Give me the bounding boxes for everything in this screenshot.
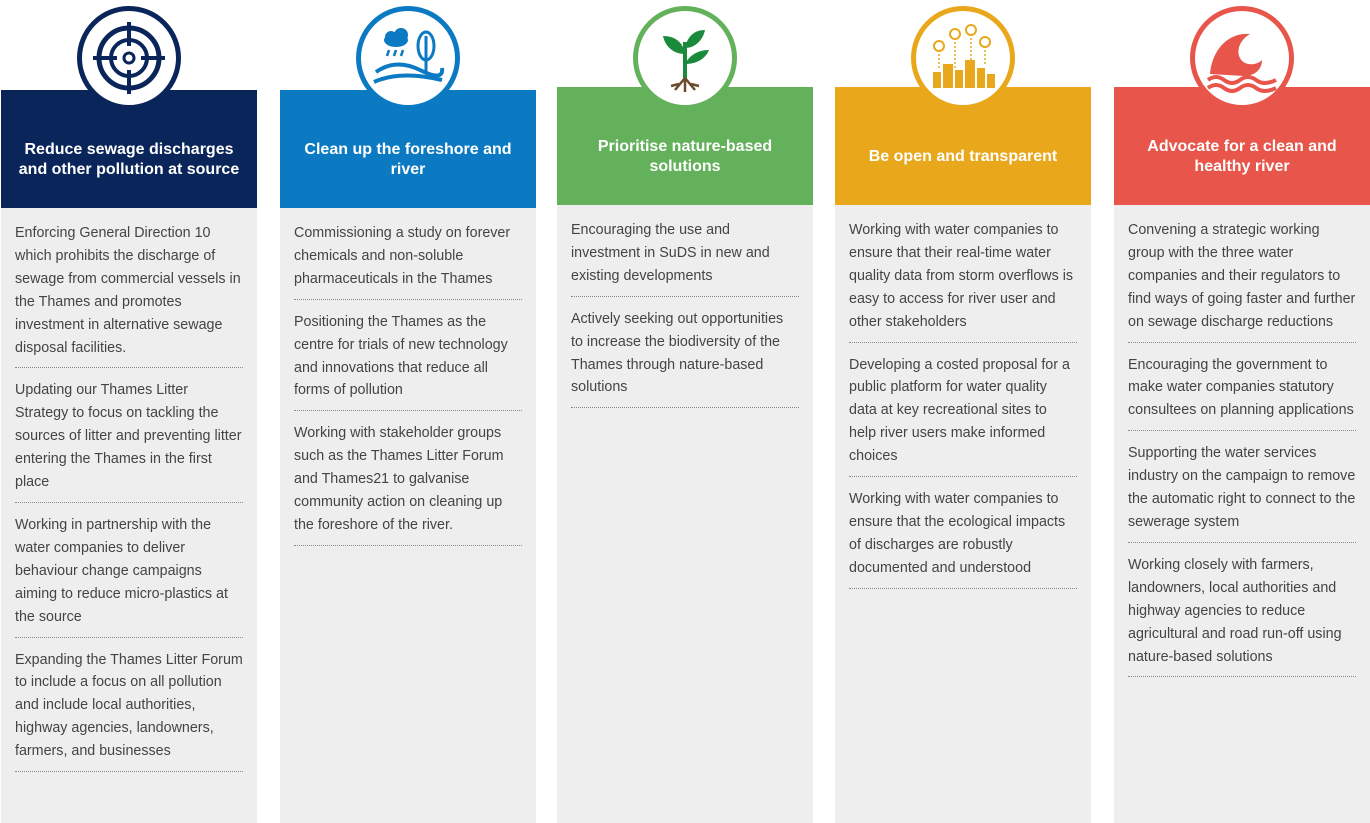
list-item: Expanding the Thames Litter Forum to include a focus on all pollution and include local authorities, highway agencies, landowners, farmers, and businesses (15, 649, 243, 773)
column-title: Reduce sewage discharges and other pollution at source (18, 141, 240, 178)
item-list (849, 219, 1077, 600)
list-item: Working in partnership with the water companies to deliver behaviour change campaigns aiming to reduce micro-plastics at the source (15, 514, 243, 638)
list-item: Commissioning a study on forever chemicals and non-soluble pharmaceuticals in the Thames (294, 222, 522, 300)
column-reduce-sewage (1, 0, 257, 823)
list-item: Working closely with farmers, landowners, local authorities and highway agencies to reduce agricultural and road run-off using nature-based solutions (1128, 554, 1356, 678)
list-item: Convening a strategic working group with the three water companies and their regulators to find ways of going faster and further on sewage discharge reductions (1128, 219, 1356, 343)
rain-cloud-tree-landscape-icon (370, 20, 446, 96)
list-item: Developing a costed proposal for a public platform for water quality data at key recreational sites to help river users make informed choices (849, 354, 1077, 478)
list-item: Working with water companies to ensure that their real-time water quality data from storm overflows is easy to access for river user and other stakeholders (849, 219, 1077, 343)
seedling-plant-icon (647, 20, 723, 96)
list-item: Enforcing General Direction 10 which prohibits the discharge of sewage from commercial vessels in the Thames and promotes investment in alternative sewage disposal facilities. (15, 222, 243, 368)
social-city-icon (925, 20, 1001, 96)
badge (356, 6, 460, 110)
column-title: Prioritise nature-based solutions (597, 138, 773, 175)
wave-icon (1204, 20, 1280, 96)
item-list (1128, 219, 1356, 688)
column-advocate (1114, 0, 1370, 823)
badge (1190, 6, 1294, 110)
list-item: Updating our Thames Litter Strategy to focus on tackling the sources of litter and preventing litter entering the Thames in the first place (15, 379, 243, 503)
column-title: Clean up the foreshore and river (304, 141, 512, 178)
badge (77, 6, 181, 110)
list-item: Supporting the water services industry on the campaign to remove the automatic right to connect to the sewerage system (1128, 442, 1356, 543)
badge (911, 6, 1015, 110)
column-nature-based (557, 0, 813, 823)
column-clean-up (280, 0, 536, 823)
item-list (15, 222, 243, 783)
list-item: Working with stakeholder groups such as the Thames Litter Forum and Thames21 to galvanise community action on cleaning up the foreshore of the river. (294, 422, 522, 546)
list-item: Actively seeking out opportunities to increase the biodiversity of the Thames through nature-based solutions (571, 308, 799, 409)
list-item: Encouraging the government to make water companies statutory consultees on planning applications (1128, 354, 1356, 432)
item-list (294, 222, 522, 557)
column-title: Advocate for a clean and healthy river (1147, 138, 1337, 175)
list-item: Encouraging the use and investment in SuDS in new and existing developments (571, 219, 799, 297)
column-title: Be open and transparent (868, 148, 1058, 165)
list-item: Working with water companies to ensure that the ecological impacts of discharges are robustly documented and understood (849, 488, 1077, 589)
list-item: Positioning the Thames as the centre for trials of new technology and innovations that reduce all forms of pollution (294, 311, 522, 412)
column-open-transparent (835, 0, 1091, 823)
item-list (571, 219, 799, 419)
target-crosshair-icon (91, 20, 167, 96)
badge (633, 6, 737, 110)
